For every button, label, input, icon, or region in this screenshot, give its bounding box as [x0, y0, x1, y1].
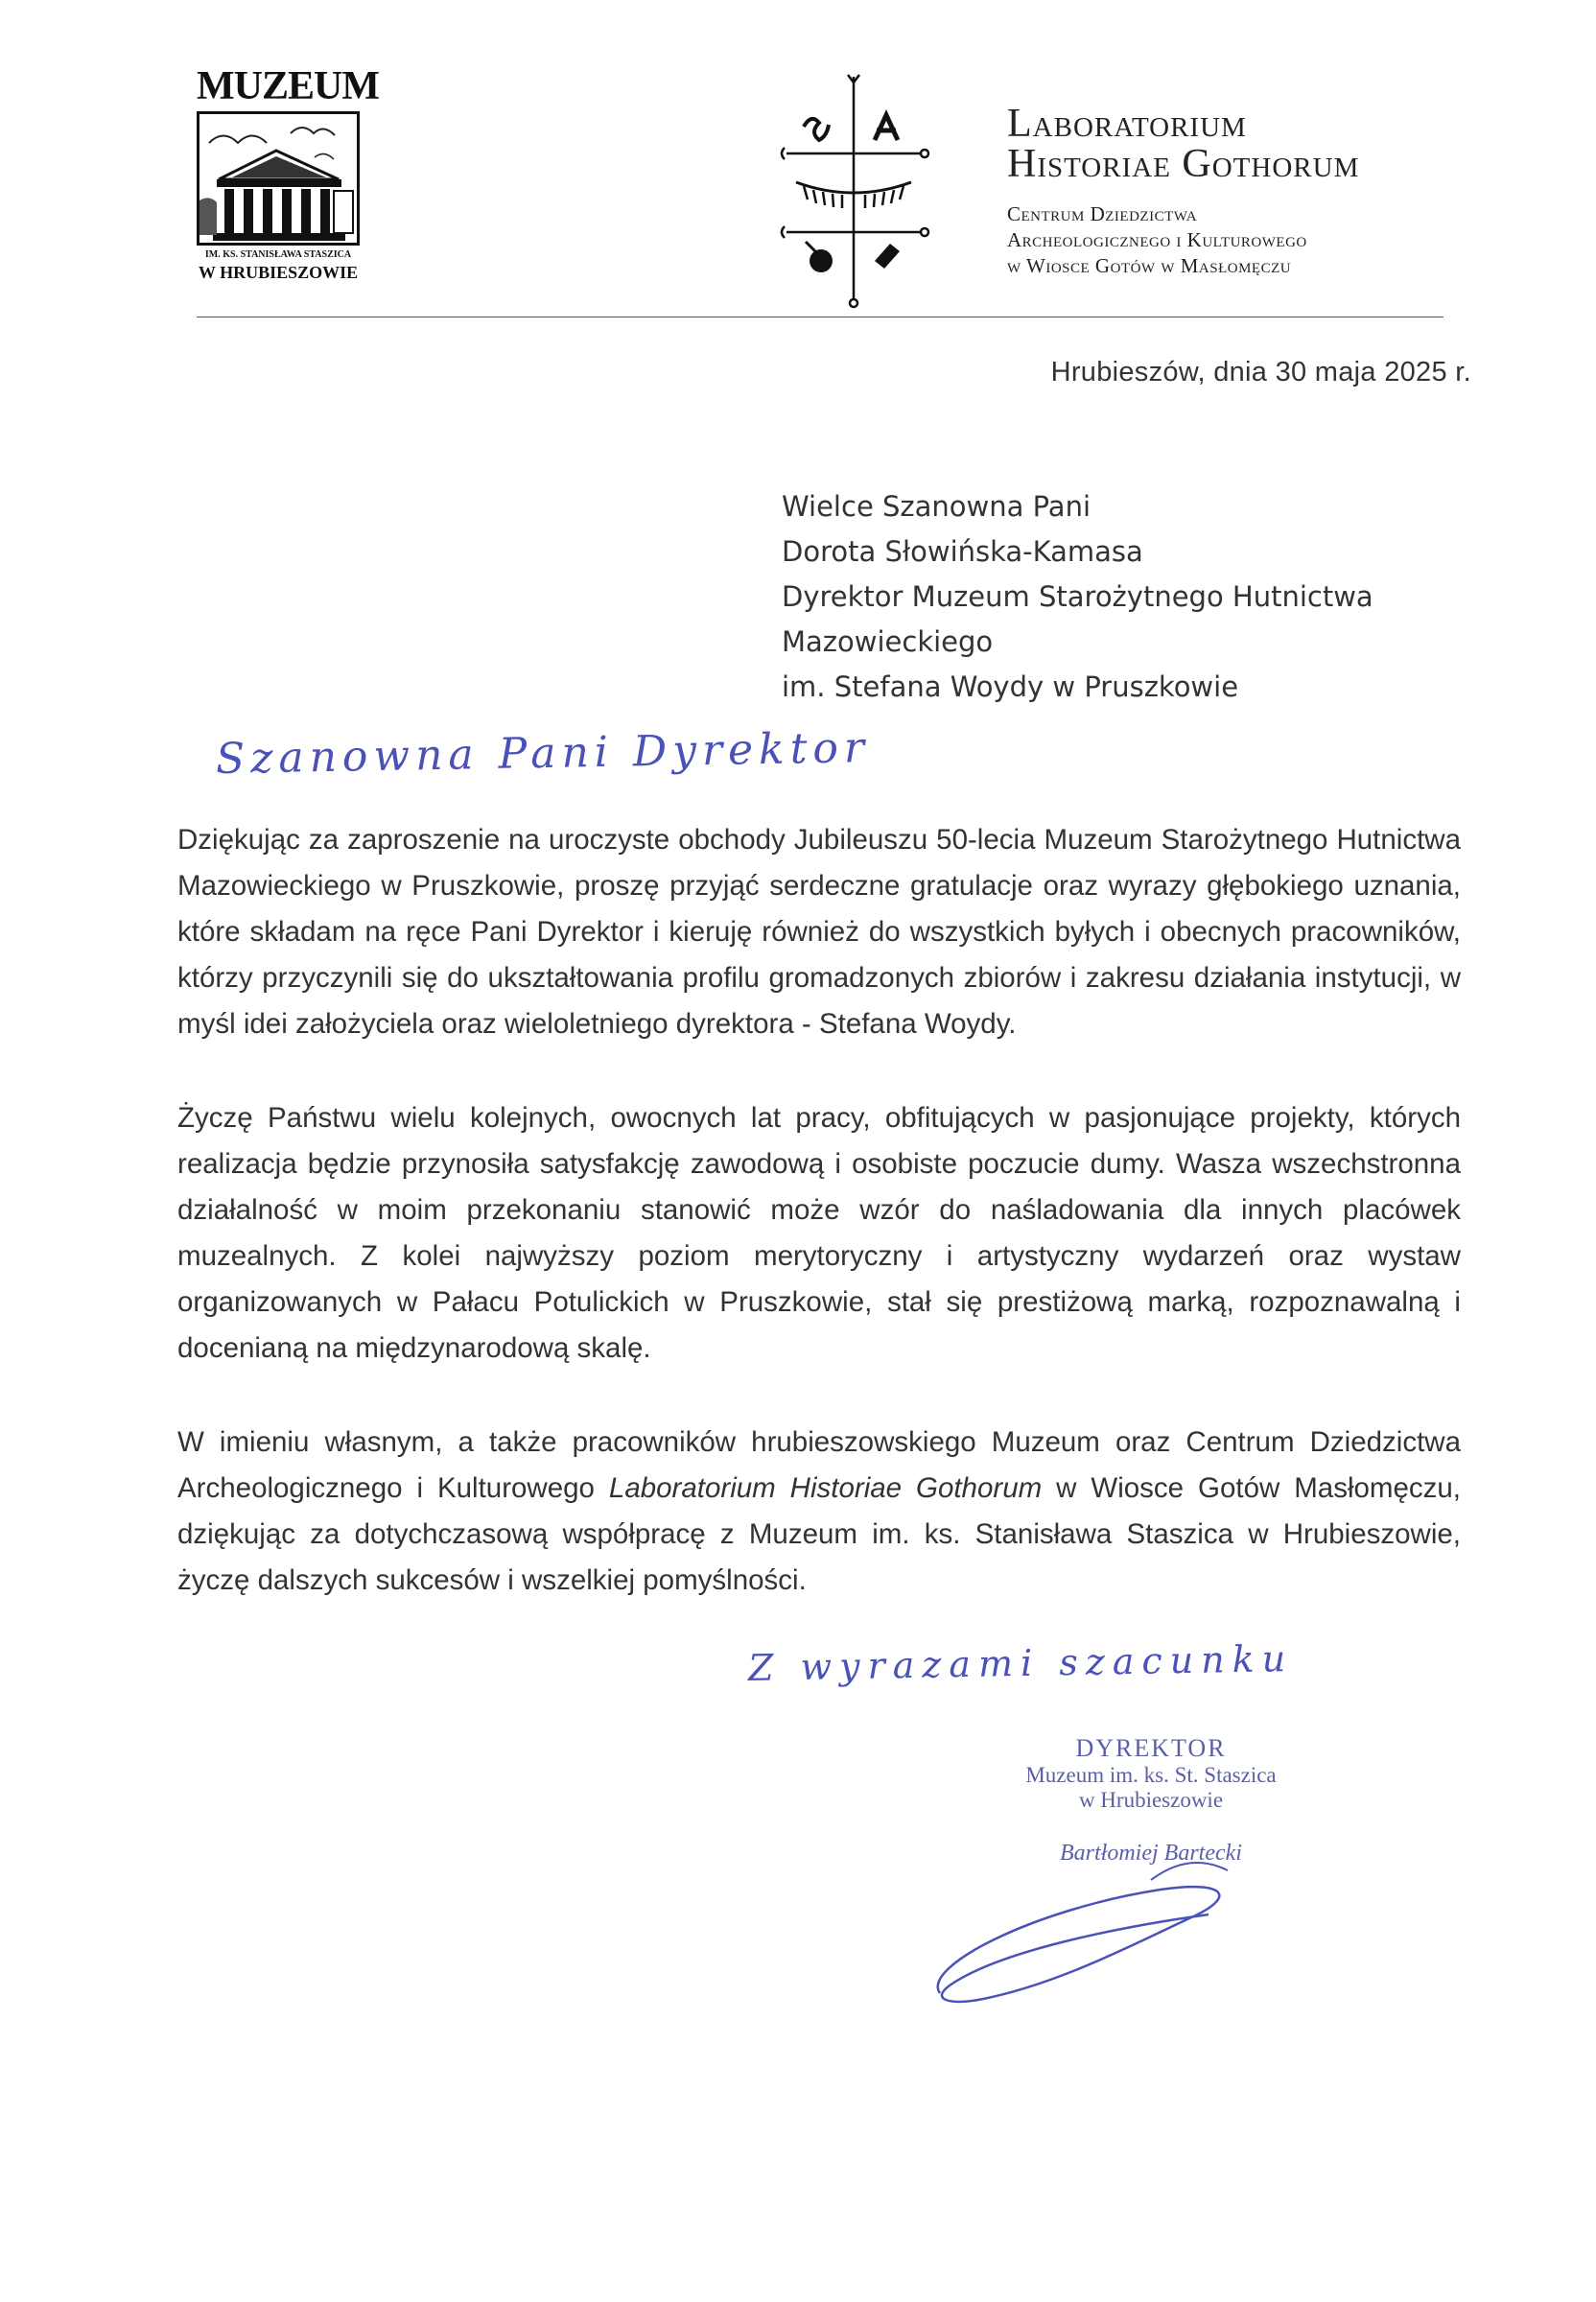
- museum-logo-top-text: MUZEUM: [197, 64, 379, 108]
- body-paragraph-2: Życzę Państwu wielu kolejnych, owocnych lat pracy, obfitujących w pasjonujące projekty, których realizacja będzie przynosiła satysfakcję zawodową i osobiste poczucie dumy. Wasza wszechstronna działalność w moim przekonaniu stanowić może wzór do naśladowania dla innych placówek muzealnych. Z kolei najwyższy poziom merytoryczny i artystyczny wydarzeń oraz wystaw organizowanych w Pałacu Potulickich w Pruszkowie, stał się prestiżową marką, rozpoznawalną i docenianą na międzynarodową skalę.: [177, 1102, 1461, 1364]
- body-paragraph-3-start: W imieniu własnym, a także pracowników hrubieszowskiego Muzeum oraz Centrum Dziedzictwa Archeologicznego i Kulturowego: [177, 1426, 1461, 1504]
- museum-logo: [197, 64, 379, 292]
- lab-title-line2: Historiae Gothorum: [1007, 142, 1360, 186]
- stamp-institution: Muzeum im. ks. St. Staszica: [1025, 1763, 1277, 1787]
- handwritten-signature-icon: [921, 1822, 1324, 2005]
- museum-building-icon: [197, 111, 360, 246]
- museum-logo-patron-text: IM. KS. STANISŁAWA STASZICA: [204, 249, 352, 260]
- addressee-block: [782, 484, 1373, 710]
- addressee-line1: Wielce Szanowna Pani: [782, 490, 1091, 523]
- gothic-runes-emblem-icon: [767, 69, 940, 309]
- letter-date: Hrubieszów, dnia 30 maja 2025 r.: [1050, 357, 1471, 388]
- addressee-line2: Dorota Słowińska-Kamasa: [782, 535, 1143, 568]
- addressee-line5: im. Stefana Woydy w Pruszkowie: [782, 670, 1239, 703]
- body-paragraph-3-end: w Wiosce Gotów Masłomęczu, dziękując za dotychczasową współpracę z Muzeum im. ks. Stanisława Staszica w Hrubieszowie, życzę dalszych sukcesów i wszelkiej pomyślności.: [177, 1472, 1462, 1596]
- letter-body: [177, 817, 1461, 1652]
- handwritten-closing: Z wyrazami szacunku: [747, 1637, 1294, 1689]
- lab-title-line1: Laboratorium: [1007, 102, 1247, 146]
- stamp-title: DYREKTOR: [1075, 1734, 1227, 1762]
- body-paragraph-3: [177, 1420, 1461, 1604]
- body-paragraph-1: Dziękując za zaproszenie na uroczyste obchody Jubileuszu 50-lecia Muzeum Starożytnego Hutnictwa Mazowieckiego w Pruszkowie, proszę przyjąć serdeczne gratulacje oraz wyrazy głębokiego uznania, które składam na ręce Pani Dyrektor i kieruję również do wszystkich byłych i obecnych pracowników, którzy przyczynili się do ukształtowania profilu gromadzonych zbiorów i zakresu działania instytucji, w myśl idei założyciela oraz wieloletniego dyrektora - Stefana Woydy.: [177, 824, 1461, 1040]
- stamp-location: w Hrubieszowie: [1078, 1788, 1224, 1812]
- lab-subtitle-line3: w Wiosce Gotów w Masłomęczu: [1007, 254, 1292, 277]
- lab-subtitle-line1: Centrum Dziedzictwa: [1007, 202, 1198, 225]
- addressee-line4: Mazowieckiego: [782, 625, 994, 658]
- lab-title-block: [1007, 104, 1544, 279]
- handwritten-salutation: Szanowna Pani Dyrektor: [215, 723, 871, 784]
- body-paragraph-3-lab-name: Laboratorium Historiae Gothorum: [608, 1472, 1043, 1504]
- stamp-name: Bartłomiej Bartecki: [1060, 1841, 1242, 1866]
- lab-subtitle-line2: Archeologicznego i Kulturowego: [1007, 228, 1307, 251]
- lab-subtitle: [1007, 201, 1544, 279]
- addressee-line3: Dyrektor Muzeum Starożytnego Hutnictwa: [782, 580, 1373, 613]
- museum-logo-bottom-text: W HRUBIESZOWIE: [198, 263, 359, 282]
